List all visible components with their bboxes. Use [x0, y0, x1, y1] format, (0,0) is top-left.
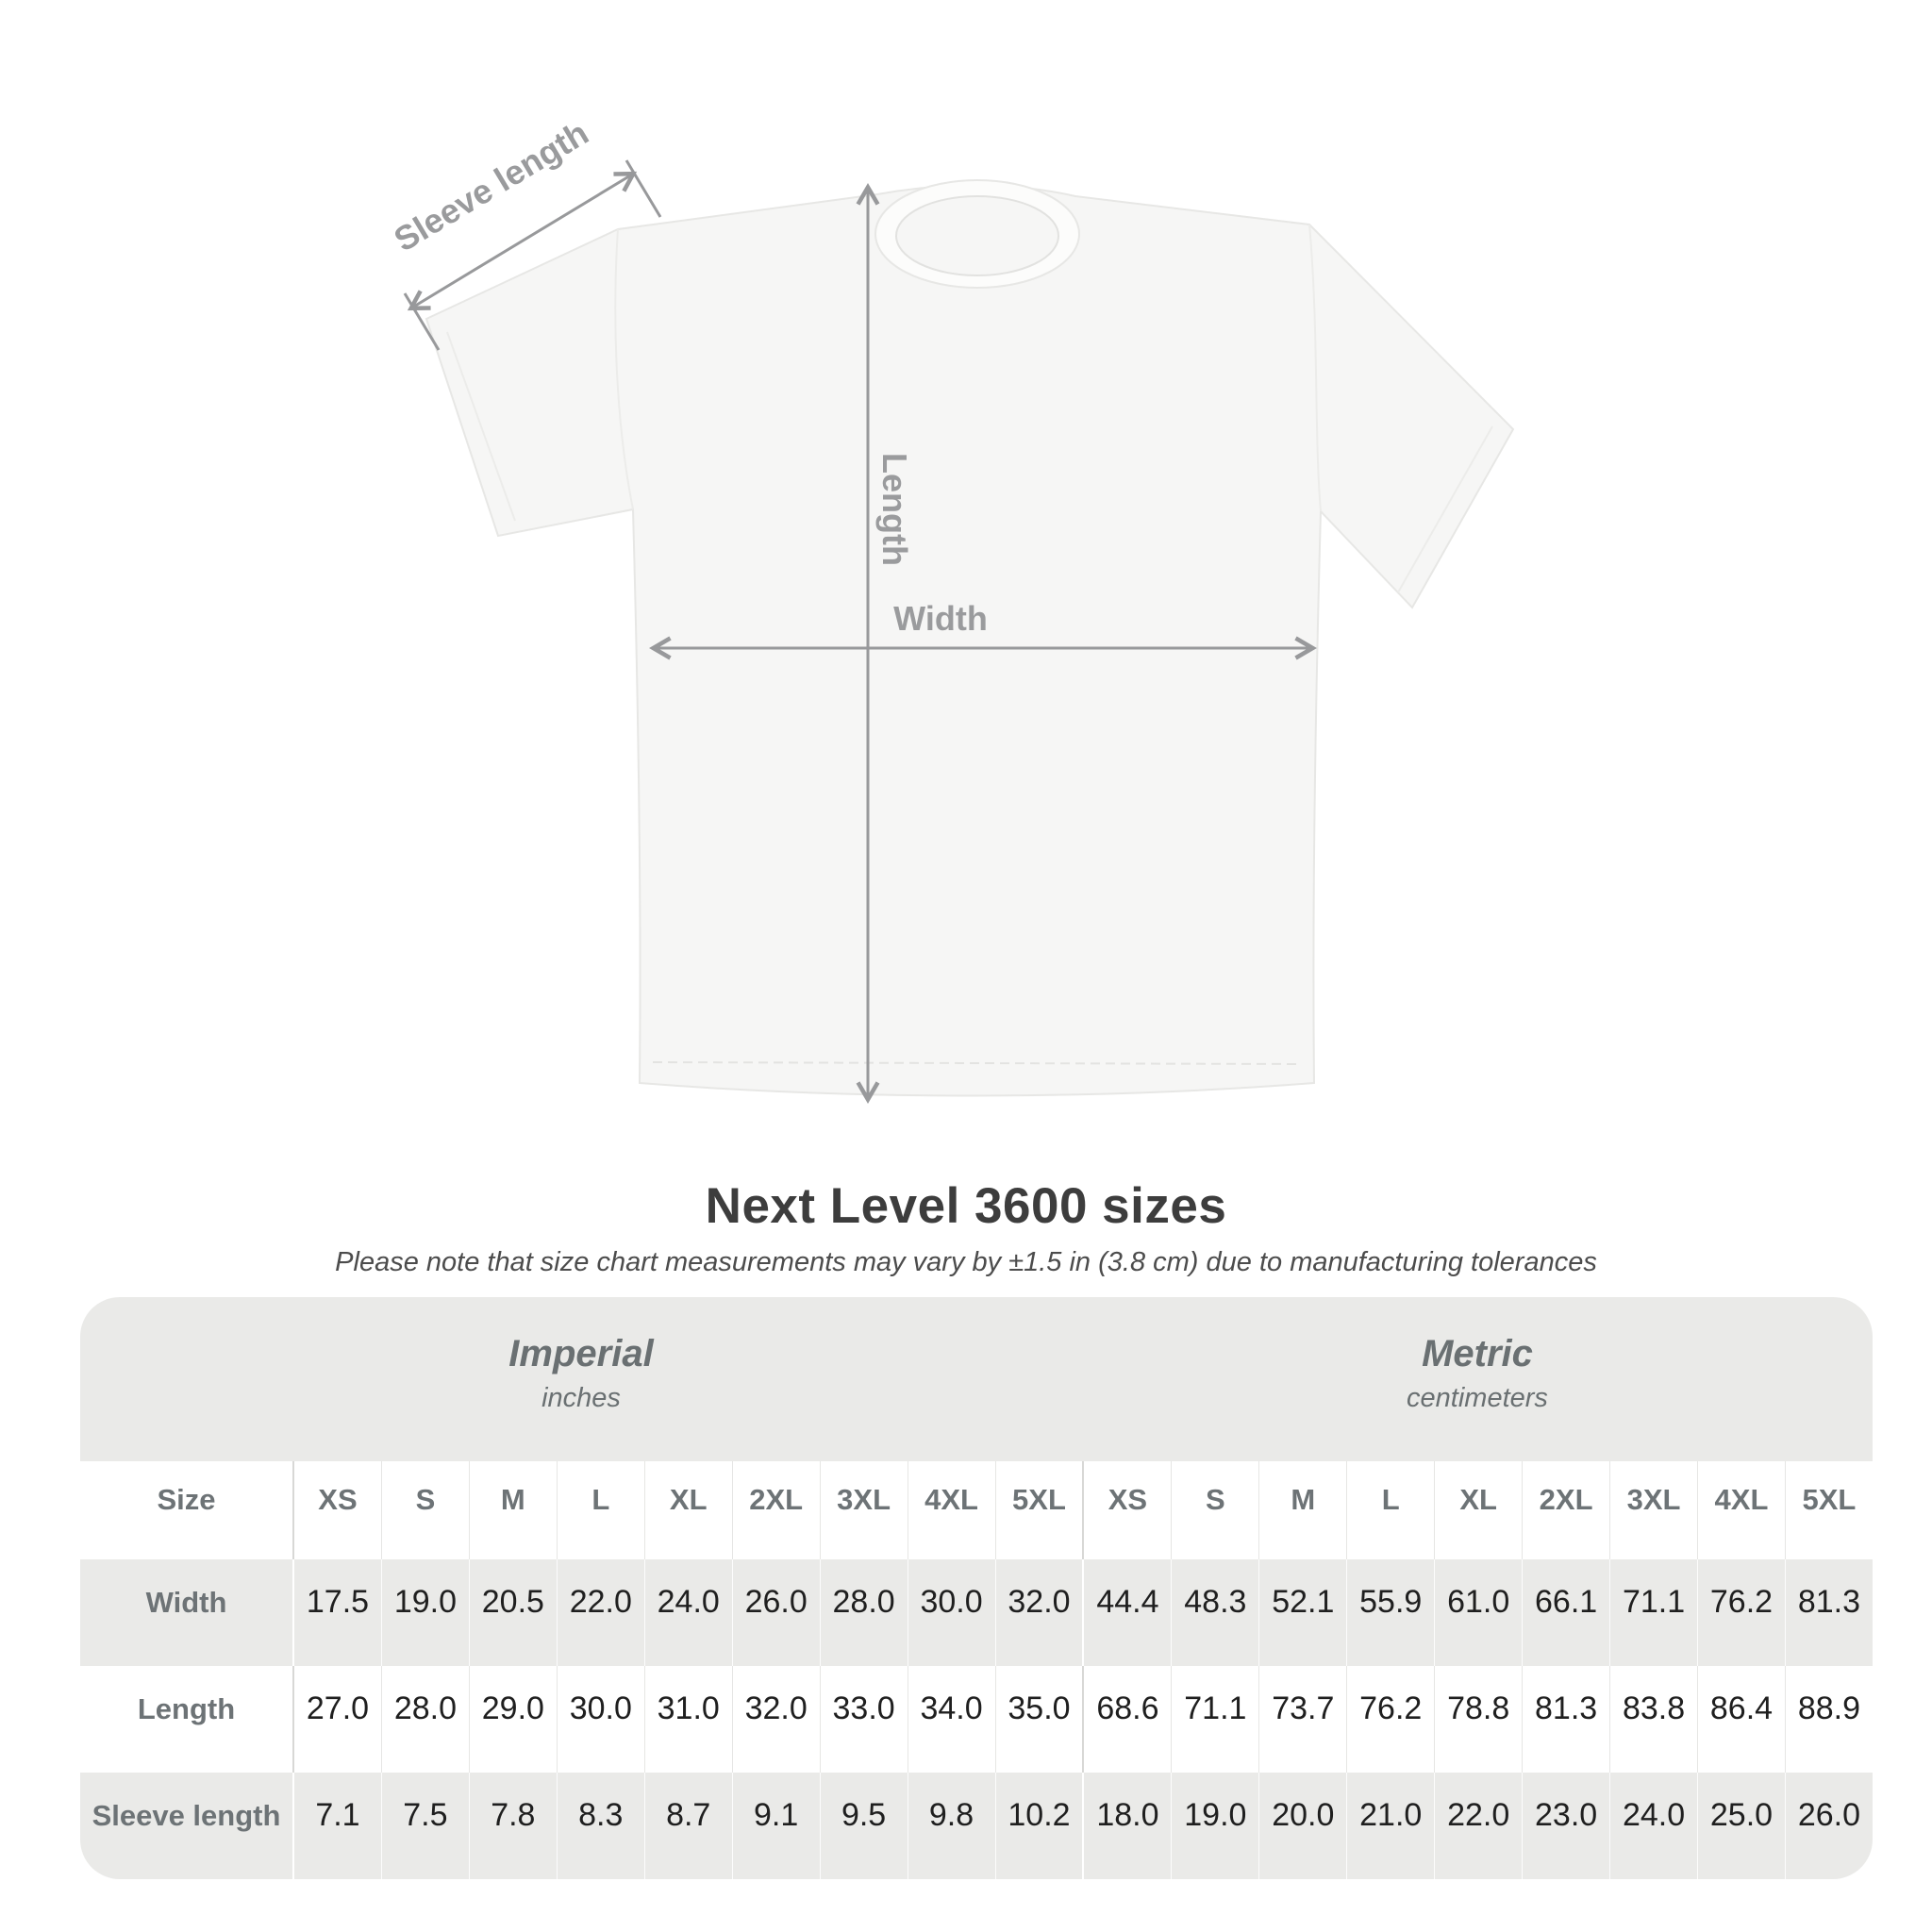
- cell-sleeve-length-metric-s: 19.0: [1171, 1773, 1258, 1879]
- table-body: [80, 1559, 1873, 1879]
- cell-width-imperial-s: 19.0: [381, 1559, 469, 1666]
- size-header-imperial-2xl: 2XL: [732, 1461, 820, 1559]
- sleeve-arrow-tick-top: [626, 160, 660, 217]
- size-header-metric-4xl: 4XL: [1697, 1461, 1785, 1559]
- cell-length-metric-m: 73.7: [1258, 1666, 1346, 1773]
- cell-width-imperial-4xl: 30.0: [908, 1559, 995, 1666]
- cell-length-metric-s: 71.1: [1171, 1666, 1258, 1773]
- cell-width-imperial-xs: 17.5: [292, 1559, 381, 1666]
- size-header-metric-l: L: [1346, 1461, 1434, 1559]
- row-label-length: Length: [137, 1691, 236, 1725]
- cell-length-metric-5xl: 88.9: [1785, 1666, 1873, 1773]
- cell-width-metric-3xl: 71.1: [1609, 1559, 1697, 1666]
- size-header-imperial-m: M: [469, 1461, 557, 1559]
- metric-group-header: [1082, 1297, 1873, 1461]
- cell-length-imperial-xs: 27.0: [292, 1666, 381, 1773]
- cell-width-metric-xs: 44.4: [1082, 1559, 1171, 1666]
- metric-title: Metric: [1422, 1333, 1533, 1374]
- page-title: Next Level 3600 sizes: [705, 1178, 1227, 1234]
- cell-sleeve-length-metric-m: 20.0: [1258, 1773, 1346, 1879]
- cell-length-metric-l: 76.2: [1346, 1666, 1434, 1773]
- size-header-metric-2xl: 2XL: [1522, 1461, 1609, 1559]
- size-header-imperial-xl: XL: [644, 1461, 732, 1559]
- cell-sleeve-length-imperial-l: 8.3: [557, 1773, 644, 1879]
- size-header-metric-3xl: 3XL: [1609, 1461, 1697, 1559]
- metric-unit: centimeters: [1407, 1383, 1548, 1413]
- table-row-sleeve-length: [80, 1773, 1873, 1879]
- size-header-metric-xl: XL: [1434, 1461, 1522, 1559]
- table-row-length: [80, 1666, 1873, 1773]
- collar-inner: [896, 196, 1058, 275]
- unit-header-band: [80, 1297, 1873, 1461]
- cell-sleeve-length-imperial-2xl: 9.1: [732, 1773, 820, 1879]
- cell-length-metric-4xl: 86.4: [1697, 1666, 1785, 1773]
- cell-width-metric-2xl: 66.1: [1522, 1559, 1609, 1666]
- cell-width-imperial-5xl: 32.0: [995, 1559, 1083, 1666]
- length-label: Length: [875, 453, 914, 566]
- cell-width-imperial-m: 20.5: [469, 1559, 557, 1666]
- cell-sleeve-length-metric-4xl: 25.0: [1697, 1773, 1785, 1879]
- size-header-imperial-3xl: 3XL: [820, 1461, 908, 1559]
- cell-length-metric-3xl: 83.8: [1609, 1666, 1697, 1773]
- imperial-group-header: [80, 1297, 1082, 1461]
- cell-length-imperial-m: 29.0: [469, 1666, 557, 1773]
- cell-length-imperial-3xl: 33.0: [820, 1666, 908, 1773]
- size-chart-table: [80, 1297, 1873, 1879]
- cell-width-metric-4xl: 76.2: [1697, 1559, 1785, 1666]
- cell-sleeve-length-imperial-4xl: 9.8: [908, 1773, 995, 1879]
- cell-length-imperial-4xl: 34.0: [908, 1666, 995, 1773]
- cell-sleeve-length-metric-l: 21.0: [1346, 1773, 1434, 1879]
- table-row-width: [80, 1559, 1873, 1666]
- cell-width-metric-5xl: 81.3: [1785, 1559, 1873, 1666]
- cell-sleeve-length-metric-xs: 18.0: [1082, 1773, 1171, 1879]
- cell-width-imperial-xl: 24.0: [644, 1559, 732, 1666]
- tshirt-silhouette: [426, 185, 1513, 1095]
- size-header-metric-5xl: 5XL: [1785, 1461, 1873, 1559]
- cell-sleeve-length-imperial-3xl: 9.5: [820, 1773, 908, 1879]
- cell-length-imperial-s: 28.0: [381, 1666, 469, 1773]
- cell-sleeve-length-metric-3xl: 24.0: [1609, 1773, 1697, 1879]
- row-label-width: Width: [145, 1585, 227, 1619]
- size-header-imperial-s: S: [381, 1461, 469, 1559]
- table-header-row: [80, 1461, 1873, 1559]
- cell-width-imperial-l: 22.0: [557, 1559, 644, 1666]
- cell-width-imperial-3xl: 28.0: [820, 1559, 908, 1666]
- imperial-unit: inches: [541, 1383, 621, 1413]
- cell-length-imperial-xl: 31.0: [644, 1666, 732, 1773]
- cell-length-metric-2xl: 81.3: [1522, 1666, 1609, 1773]
- cell-sleeve-length-imperial-xs: 7.1: [292, 1773, 381, 1879]
- cell-sleeve-length-imperial-xl: 8.7: [644, 1773, 732, 1879]
- cell-length-imperial-2xl: 32.0: [732, 1666, 820, 1773]
- cell-width-metric-m: 52.1: [1258, 1559, 1346, 1666]
- cell-sleeve-length-metric-xl: 22.0: [1434, 1773, 1522, 1879]
- size-header-imperial-5xl: 5XL: [995, 1461, 1083, 1559]
- size-header-metric-m: M: [1258, 1461, 1346, 1559]
- imperial-title: Imperial: [508, 1333, 654, 1374]
- size-header-imperial-xs: XS: [292, 1461, 381, 1559]
- size-header-metric-xs: XS: [1082, 1461, 1171, 1559]
- size-header-metric-s: S: [1171, 1461, 1258, 1559]
- cell-sleeve-length-metric-2xl: 23.0: [1522, 1773, 1609, 1879]
- cell-length-imperial-5xl: 35.0: [995, 1666, 1083, 1773]
- cell-length-metric-xl: 78.8: [1434, 1666, 1522, 1773]
- tolerance-note: Please note that size chart measurements may vary by ±1.5 in (3.8 cm) due to manufacturing tolerances: [335, 1247, 1597, 1277]
- cell-length-metric-xs: 68.6: [1082, 1666, 1171, 1773]
- size-header-imperial-l: L: [557, 1461, 644, 1559]
- size-column-header: Size: [157, 1483, 216, 1516]
- cell-sleeve-length-metric-5xl: 26.0: [1785, 1773, 1873, 1879]
- cell-sleeve-length-imperial-5xl: 10.2: [995, 1773, 1083, 1879]
- sleeve-length-label: Sleeve length: [387, 112, 595, 259]
- cell-length-imperial-l: 30.0: [557, 1666, 644, 1773]
- row-label-sleeve-length: Sleeve length: [92, 1798, 281, 1832]
- cell-width-metric-l: 55.9: [1346, 1559, 1434, 1666]
- cell-width-imperial-2xl: 26.0: [732, 1559, 820, 1666]
- cell-width-metric-xl: 61.0: [1434, 1559, 1522, 1666]
- cell-sleeve-length-imperial-s: 7.5: [381, 1773, 469, 1879]
- cell-sleeve-length-imperial-m: 7.8: [469, 1773, 557, 1879]
- size-header-imperial-4xl: 4XL: [908, 1461, 995, 1559]
- cell-width-metric-s: 48.3: [1171, 1559, 1258, 1666]
- width-label: Width: [893, 599, 988, 638]
